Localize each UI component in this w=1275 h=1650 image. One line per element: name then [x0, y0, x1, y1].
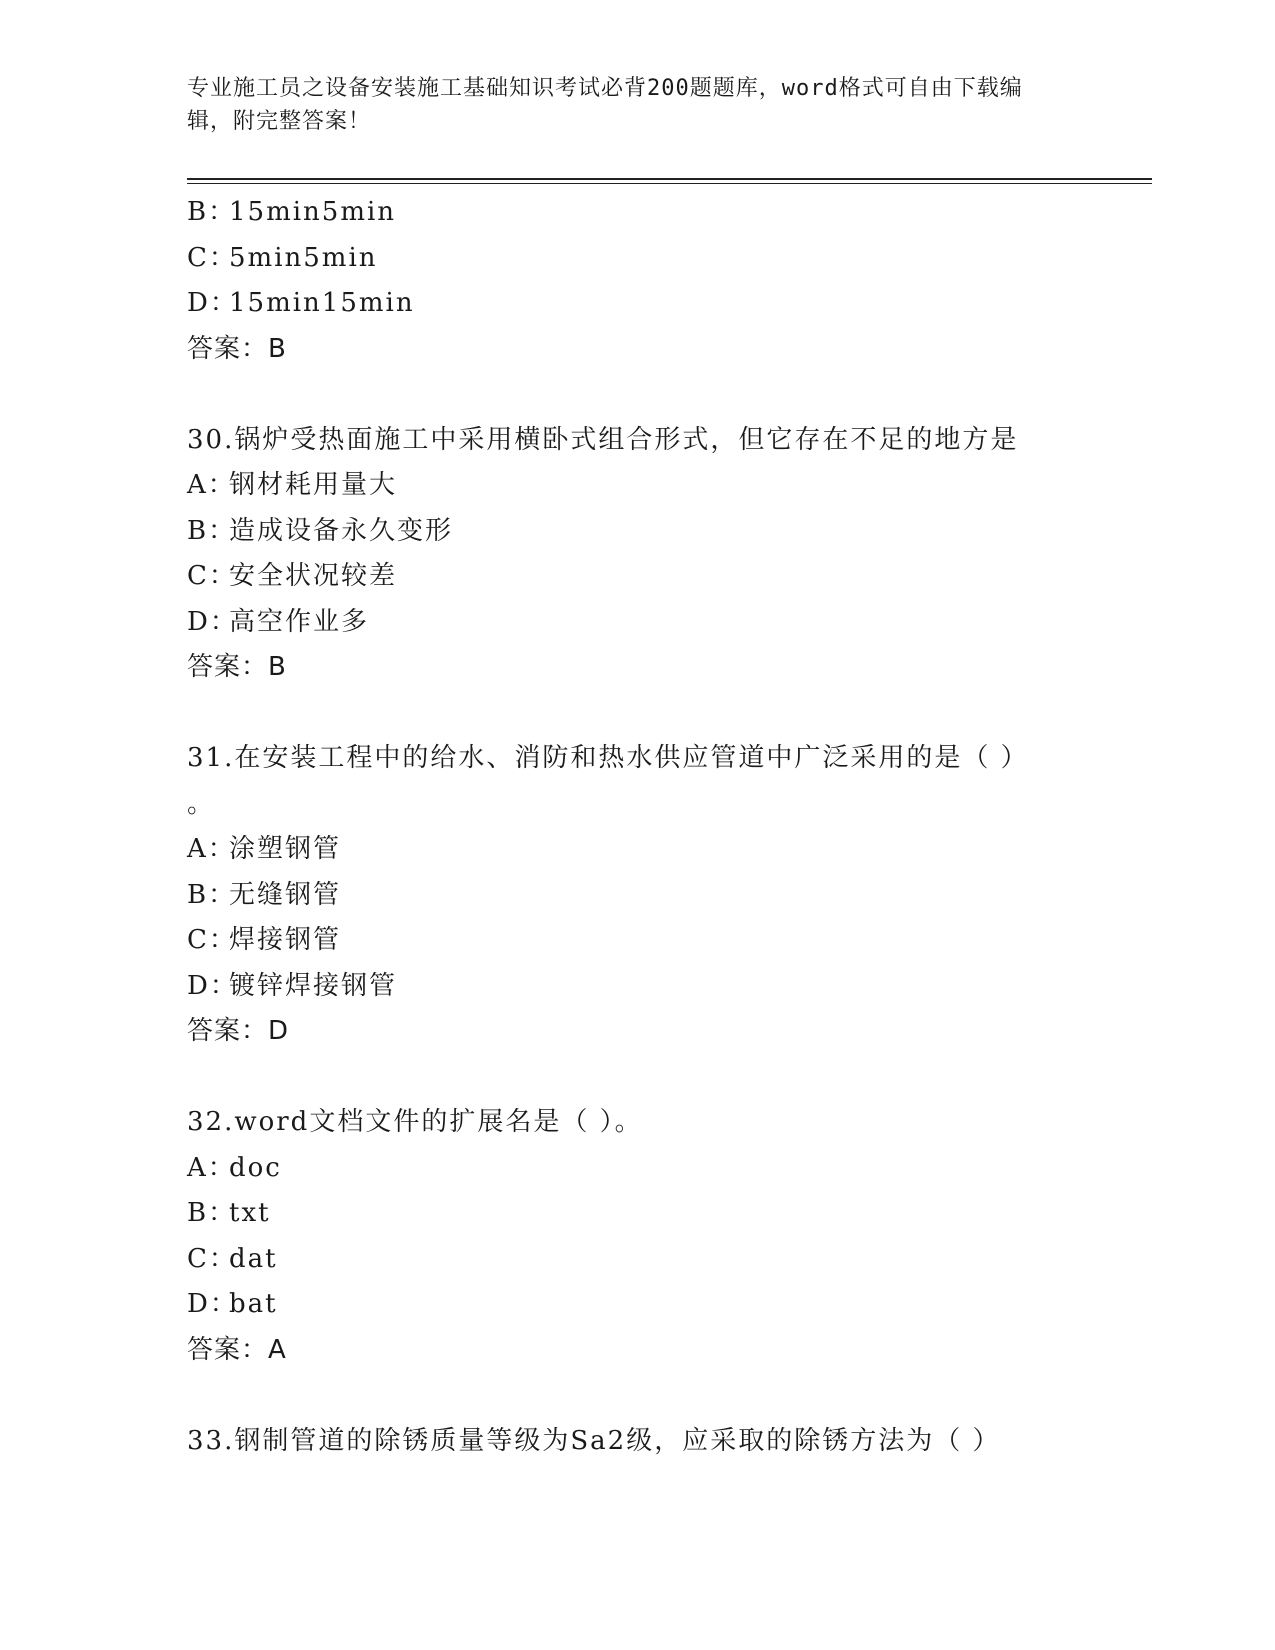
question-31 — [187, 736, 1117, 1055]
option-letter: A： — [187, 834, 236, 864]
option-text: doc — [229, 1152, 282, 1183]
option-d — [187, 281, 1117, 327]
question-33 — [187, 1419, 1117, 1465]
option-a — [187, 463, 1117, 509]
option-b — [187, 190, 1117, 236]
header-divider-thin — [187, 183, 1152, 184]
question-stem: 32.word文档文件的扩展名是（ ）。 — [187, 1107, 643, 1137]
spacer — [187, 372, 1117, 418]
option-text: 安全状况较差 — [229, 561, 398, 591]
option-text: 无缝钢管 — [229, 879, 342, 910]
option-c — [187, 236, 1117, 282]
option-a — [187, 1146, 1117, 1192]
option-c — [187, 1237, 1117, 1283]
question-stem: 30.锅炉受热面施工中采用横卧式组合形式，但它存在不足的地方是 — [187, 424, 1019, 455]
option-letter: D： — [187, 1289, 238, 1319]
spacer — [187, 1373, 1117, 1419]
question-30 — [187, 418, 1117, 691]
question-content — [187, 190, 1117, 1464]
option-text: dat — [229, 1243, 278, 1274]
answer-line: 答案：B — [187, 333, 287, 364]
option-text: 涂塑钢管 — [229, 834, 342, 864]
option-text: 造成设备永久变形 — [229, 515, 454, 546]
option-letter: B： — [187, 1198, 237, 1228]
question-32 — [187, 1100, 1117, 1373]
option-letter: B： — [187, 879, 237, 910]
question-stem-continuation: 。 — [187, 788, 216, 819]
option-text: 镀锌焊接钢管 — [229, 970, 398, 1001]
option-d — [187, 964, 1117, 1010]
option-a — [187, 827, 1117, 873]
option-text: txt — [229, 1198, 271, 1228]
option-text: bat — [229, 1289, 278, 1319]
spacer — [187, 691, 1117, 737]
option-b — [187, 873, 1117, 919]
answer-line: 答案：A — [187, 1334, 287, 1365]
option-text: 钢材耗用量大 — [229, 470, 398, 500]
question-29-tail — [187, 190, 1117, 372]
option-letter: C： — [187, 1243, 237, 1274]
option-letter: C： — [187, 242, 237, 273]
option-text: 高空作业多 — [229, 606, 370, 637]
option-letter: C： — [187, 925, 237, 955]
option-d — [187, 1282, 1117, 1328]
document-header-title: 专业施工员之设备安装施工基础知识考试必背200题题库，word格式可自由下载编辑，附完整答案！ — [187, 76, 1023, 134]
option-letter: A： — [187, 470, 236, 500]
option-c — [187, 554, 1117, 600]
option-letter: A： — [187, 1152, 236, 1183]
option-text: 焊接钢管 — [229, 925, 342, 955]
spacer — [187, 1055, 1117, 1101]
option-b — [187, 1191, 1117, 1237]
option-d — [187, 600, 1117, 646]
option-letter: D： — [187, 288, 238, 318]
option-letter: D： — [187, 606, 238, 637]
answer-line: 答案：B — [187, 652, 287, 682]
option-letter: C： — [187, 561, 237, 591]
answer-line: 答案：D — [187, 1016, 290, 1046]
option-letter: B： — [187, 197, 237, 227]
option-text: 15min5min — [229, 197, 397, 227]
option-text: 5min5min — [229, 242, 378, 273]
option-c — [187, 918, 1117, 964]
question-stem: 33.钢制管道的除锈质量等级为Sa2级，应采取的除锈方法为（ ） — [187, 1425, 1001, 1456]
option-letter: D： — [187, 970, 238, 1001]
option-text: 15min15min — [229, 288, 415, 318]
question-stem: 31.在安装工程中的给水、消防和热水供应管道中广泛采用的是（ ） — [187, 743, 1029, 773]
header-divider-thick — [187, 178, 1152, 180]
option-b — [187, 509, 1117, 555]
option-letter: B： — [187, 515, 237, 546]
